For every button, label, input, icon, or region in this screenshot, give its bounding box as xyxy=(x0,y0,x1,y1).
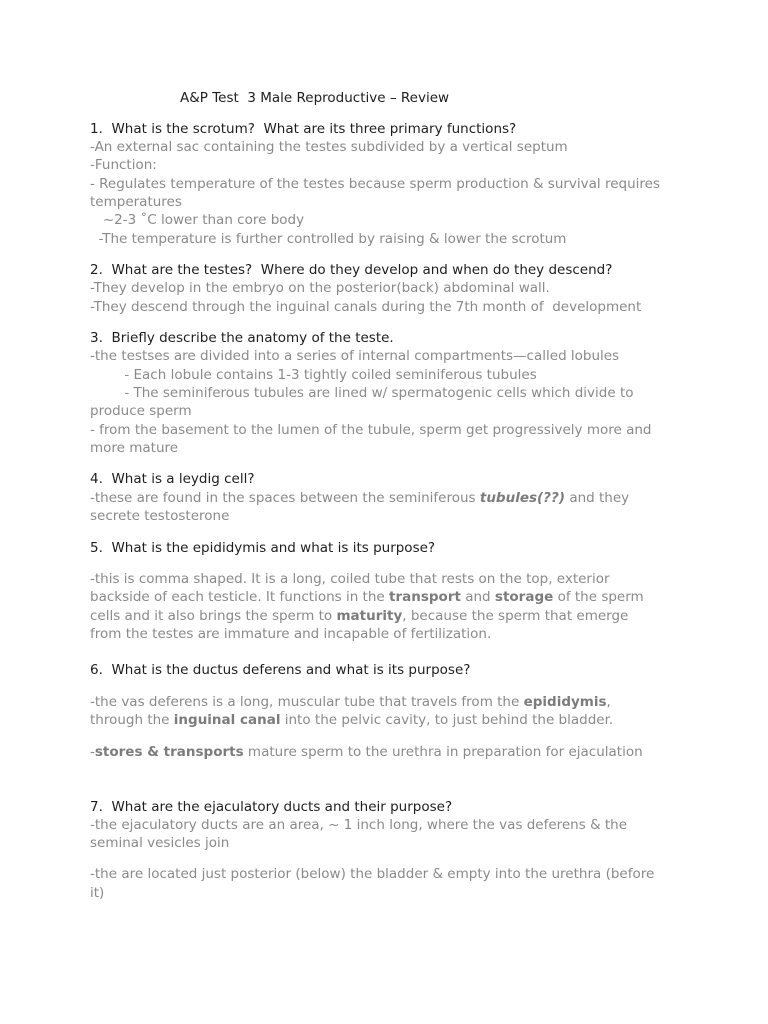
answer-6-text-2-end: into the pelvic cavity, to just behind the bladder. xyxy=(280,712,614,728)
question-1: 1. What is the scrotum? What are its three primary functions? xyxy=(90,121,517,137)
answer-5-line-3 xyxy=(90,607,628,625)
answer-4-emphasis: tubules(??) xyxy=(479,490,566,506)
answer-5-text-2-end: , because the sperm that emerge xyxy=(402,608,629,624)
answer-1-line-2: -Function: xyxy=(90,157,157,173)
answer-6-text-2: through the xyxy=(90,712,174,728)
question-5: 5. What is the epididymis and what is its purpose? xyxy=(90,540,436,556)
answer-3-line-1: -the testses are divided into a series of internal compartments—called lobules xyxy=(90,348,620,364)
answer-6-text-end: , xyxy=(606,694,611,710)
answer-5-line-4: from the testes are immature and incapable of fertilization. xyxy=(90,626,492,642)
answer-1-line-3: - Regulates temperature of the testes because sperm production & survival requires xyxy=(90,176,660,192)
answer-4-text-end: and they xyxy=(565,490,630,506)
answer-5-text-end: of the sperm xyxy=(553,589,644,605)
answer-5-term-maturity: maturity xyxy=(336,608,403,624)
answer-3-line-2: - Each lobule contains 1-3 tightly coiled seminiferous tubules xyxy=(90,367,537,383)
answer-3-line-4: produce sperm xyxy=(90,403,192,419)
answer-3-line-5: - from the basement to the lumen of the tubule, sperm get progressively more and xyxy=(90,422,652,438)
answer-2-line-2: -They descend through the inguinal canals during the 7th month of development xyxy=(90,299,642,315)
answer-6-line-3 xyxy=(90,743,643,761)
answer-6-dash: - xyxy=(90,744,95,760)
answer-7-line-1: -the ejaculatory ducts are an area, ~ 1 inch long, where the vas deferens & the xyxy=(90,817,628,833)
question-4: 4. What is a leydig cell? xyxy=(90,471,255,487)
answer-5-line-1: -this is comma shaped. It is a long, coiled tube that rests on the top, exterior xyxy=(90,571,610,587)
answer-6-term-stores-transports: stores & transports xyxy=(94,744,244,760)
answer-5-term-storage: storage xyxy=(494,589,554,605)
answer-5-term-transport: transport xyxy=(389,589,461,605)
answer-6-text: -the vas deferens is a long, muscular tube that travels from the xyxy=(90,694,524,710)
question-6: 6. What is the ductus deferens and what is its purpose? xyxy=(90,662,471,678)
answer-2-line-1: -They develop in the embryo on the posterior(back) abdominal wall. xyxy=(90,280,550,296)
answer-6-term-inguinal-canal: inguinal canal xyxy=(173,712,281,728)
answer-3-line-3: - The seminiferous tubules are lined w/ spermatogenic cells which divide to xyxy=(90,385,634,401)
question-3: 3. Briefly describe the anatomy of the teste. xyxy=(90,330,394,346)
answer-5-line-2 xyxy=(90,588,644,606)
answer-7-line-4: it) xyxy=(90,885,105,901)
answer-6-line-2 xyxy=(90,711,613,729)
answer-1-line-1: -An external sac containing the testes subdivided by a vertical septum xyxy=(90,139,568,155)
question-7: 7. What are the ejaculatory ducts and their purpose? xyxy=(90,799,453,815)
answer-1-line-5: ~2-3 ˚C lower than core body xyxy=(90,212,305,228)
answer-6-text-3-end: mature sperm to the urethra in preparation for ejaculation xyxy=(243,744,643,760)
answer-1-line-6: -The temperature is further controlled by raising & lower the scrotum xyxy=(90,231,567,247)
answer-6-term-epididymis: epididymis xyxy=(523,694,607,710)
answer-6-line-1 xyxy=(90,693,611,711)
answer-3-line-6: more mature xyxy=(90,440,179,456)
answer-5-text-and: and xyxy=(460,589,495,605)
answer-5-text: backside of each testicle. It functions in the xyxy=(90,589,390,605)
page-title: A&P Test 3 Male Reproductive – Review xyxy=(180,90,450,106)
question-2: 2. What are the testes? Where do they develop and when do they descend? xyxy=(90,262,613,278)
answer-7-line-3: -the are located just posterior (below) the bladder & empty into the urethra (before xyxy=(90,866,655,882)
answer-4-line-1 xyxy=(90,489,629,507)
answer-1-line-4: temperatures xyxy=(90,194,182,210)
answer-4-text: -these are found in the spaces between the seminiferous xyxy=(90,490,480,506)
answer-4-line-2: secrete testosterone xyxy=(90,508,230,524)
answer-5-text-2: cells and it also brings the sperm to xyxy=(90,608,337,624)
answer-7-line-2: seminal vesicles join xyxy=(90,835,230,851)
